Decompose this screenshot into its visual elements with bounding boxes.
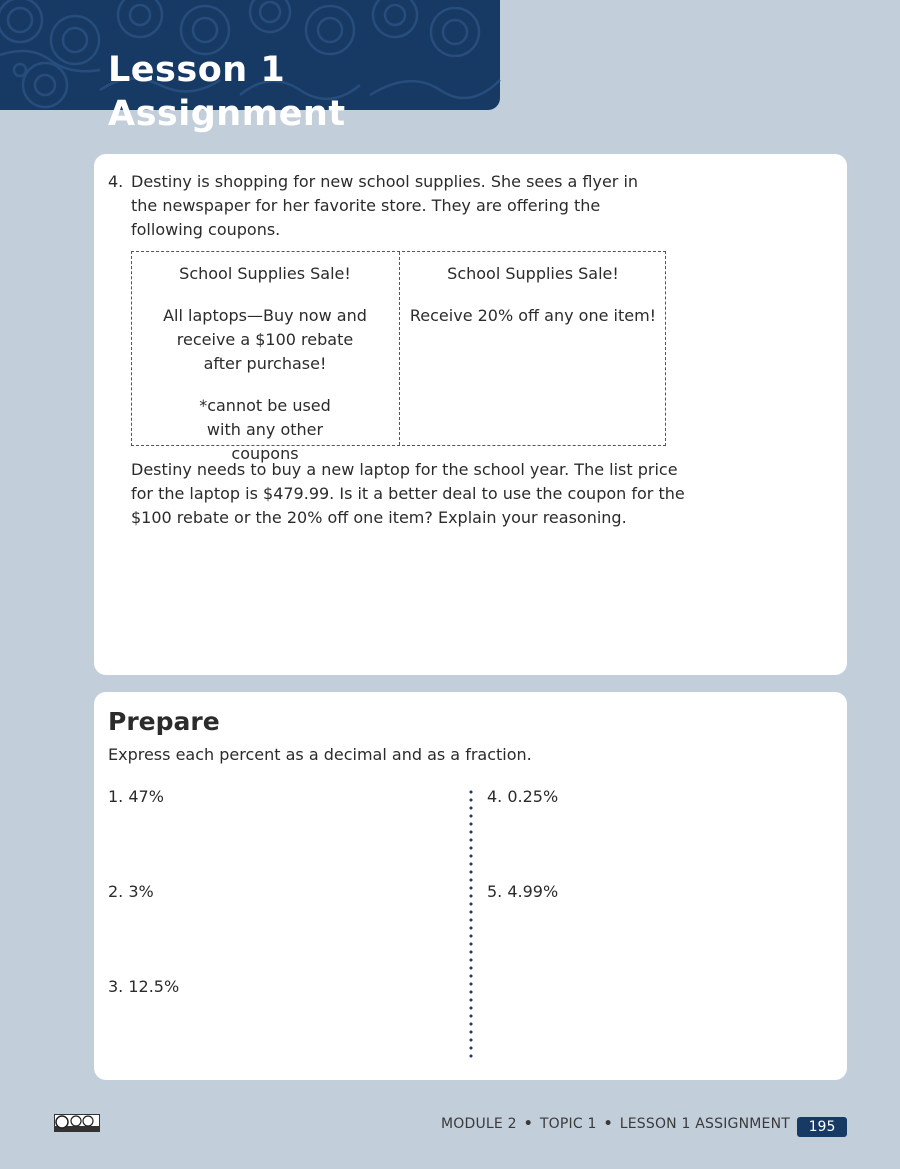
column-divider	[469, 788, 473, 1060]
footer-breadcrumb	[441, 1116, 790, 1132]
section-title: Prepare	[108, 707, 220, 736]
page-footer	[0, 1112, 900, 1142]
page-title: Lesson 1 Assignment	[108, 50, 346, 134]
question-intro: Destiny is shopping for new school supplies. She sees a flyer in the newspaper for her favorite store. They are offering the following coupons.	[131, 172, 639, 239]
coupons-box	[131, 251, 666, 463]
footer-module: MODULE 2	[440, 1116, 517, 1132]
coupon-left-title: School Supplies Sale!	[179, 264, 351, 283]
prepare-item: 5. 4.99%	[487, 882, 559, 901]
page-number: 195	[797, 1117, 847, 1137]
coupon-right-body: Receive 20% off any one item!	[409, 306, 657, 325]
lesson-banner	[0, 0, 500, 134]
prepare-item: 3. 12.5%	[108, 977, 180, 996]
question-4-card	[94, 154, 847, 675]
prepare-card	[94, 692, 847, 1080]
bullet-icon: •	[523, 1116, 533, 1132]
coupon-left-note: *cannot be used with any other coupons	[199, 396, 331, 463]
bullet-icon: •	[603, 1116, 613, 1132]
section-instructions: Express each percent as a decimal and as a fraction.	[108, 745, 532, 764]
prepare-item: 1. 47%	[108, 787, 164, 806]
footer-lesson: LESSON 1 ASSIGNMENT	[619, 1116, 790, 1132]
cc-by-nc-icon	[54, 1114, 100, 1132]
coupon-right-title: School Supplies Sale!	[447, 264, 619, 283]
question-4-followup: Destiny needs to buy a new laptop for the school year. The list price for the laptop is $479.99. Is it a better deal to use the coupon for the $100 rebate or the 20% off one item? Explain your reasoning.	[131, 460, 685, 527]
footer-topic: TOPIC 1	[539, 1116, 597, 1132]
question-number: 4.	[108, 172, 124, 191]
prepare-item: 2. 3%	[108, 882, 154, 901]
coupon-left-body: All laptops—Buy now and receive a $100 rebate after purchase!	[163, 306, 367, 373]
prepare-item: 4. 0.25%	[487, 787, 559, 806]
